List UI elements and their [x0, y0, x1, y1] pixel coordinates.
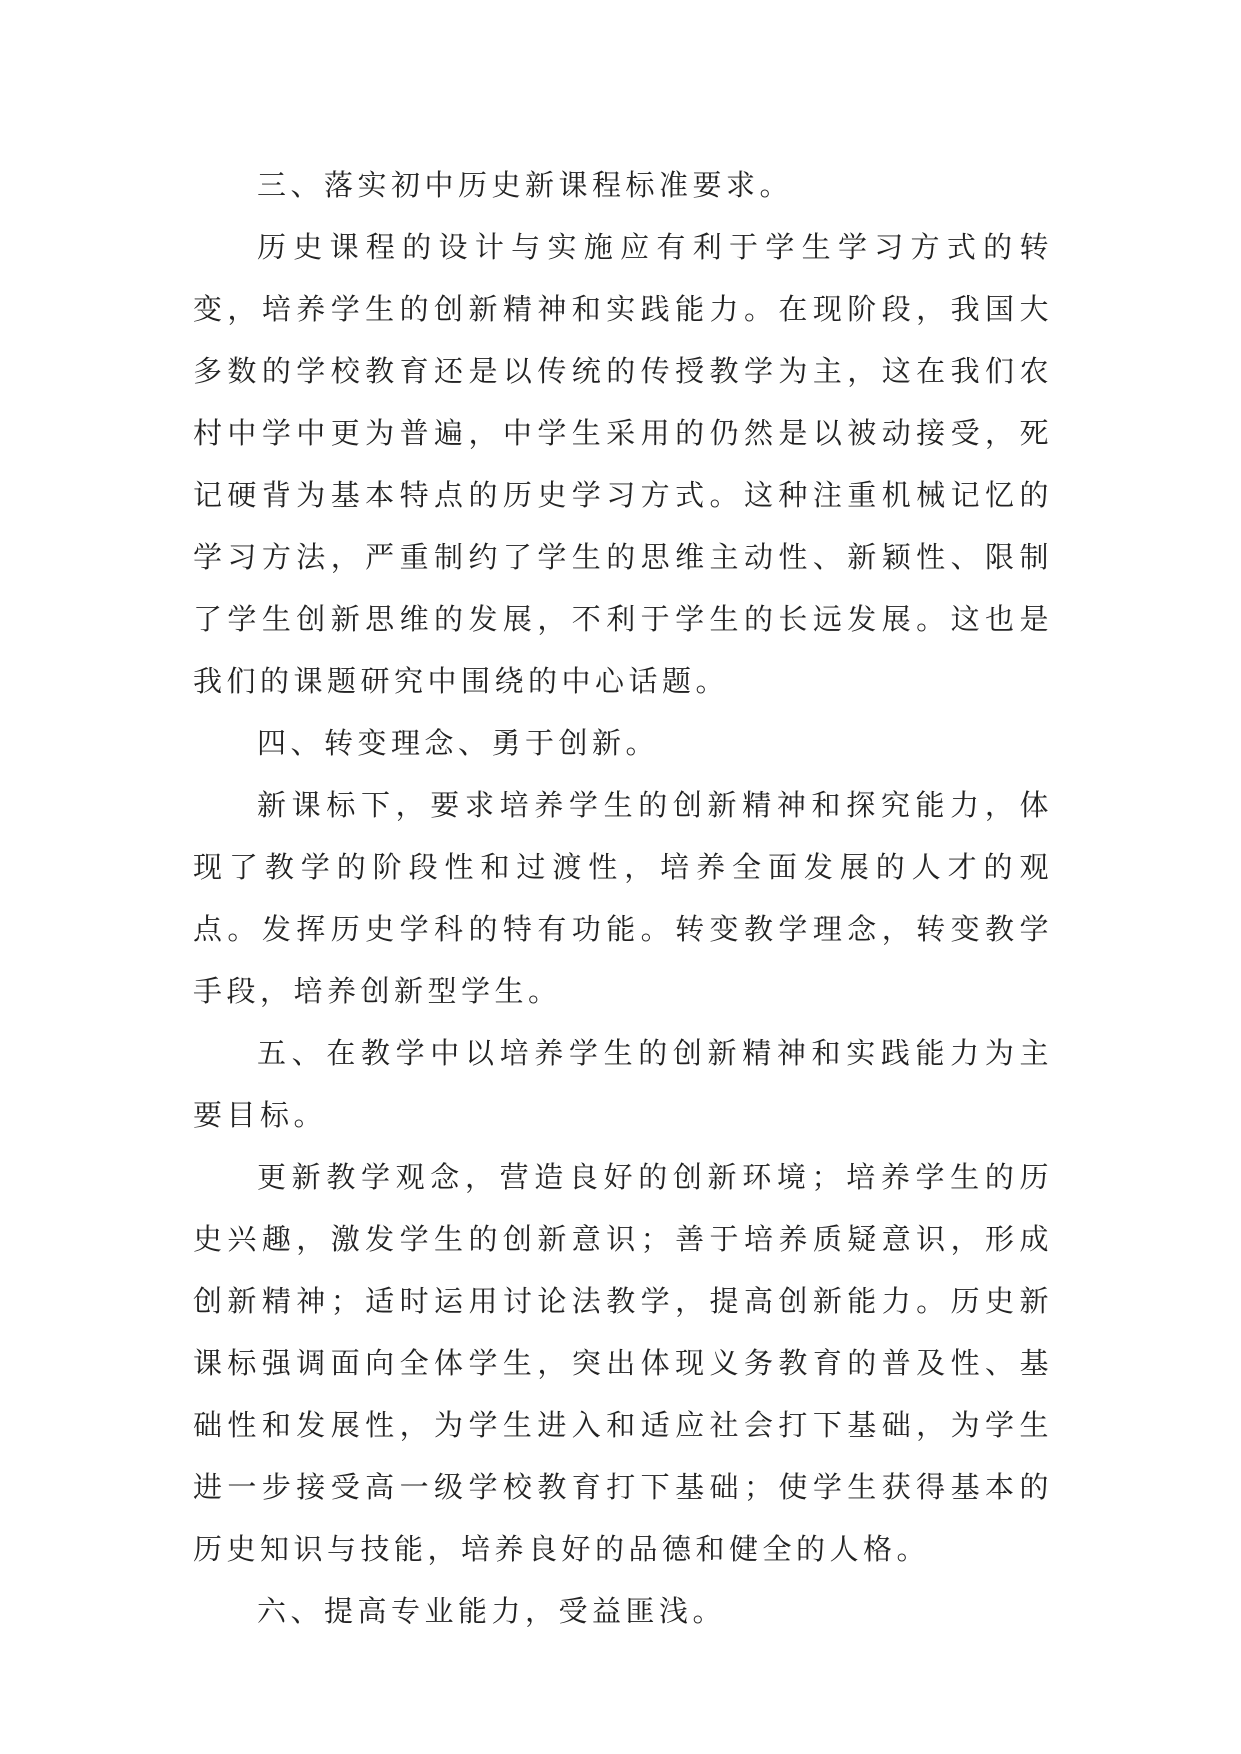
section-heading-six: 六、提高专业能力，受益匪浅。: [257, 1594, 727, 1628]
document-body: [193, 154, 1053, 1642]
body-paragraph: 历史课程的设计与实施应有利于学生学习方式的转变，培养学生的创新精神和实践能力。在现阶段，我国大多数的学校教育还是以传统的传授教学为主，这在我们农村中学中更为普遍，中学生采用的仍然是以被动接受，死记硬背为基本特点的历史学习方式。这种注重机械记忆的学习方法，严重制约了学生的思维主动性、新颖性、限制了学生创新思维的发展，不利于学生的长远发展。这也是我们的课题研究中围绕的中心话题。: [193, 230, 1053, 698]
body-paragraph: 新课标下，要求培养学生的创新精神和探究能力，体现了教学的阶段性和过渡性，培养全面发展的人才的观点。发挥历史学科的特有功能。转变教学理念，转变教学手段，培养创新型学生。: [193, 788, 1053, 1008]
section-heading-five: 五、在教学中以培养学生的创新精神和实践能力为主要目标。: [193, 1036, 1053, 1132]
section-heading-three: 三、落实初中历史新课程标准要求。: [257, 168, 794, 202]
section-heading-four: 四、转变理念、勇于创新。: [257, 726, 660, 760]
body-paragraph: 更新教学观念，营造良好的创新环境；培养学生的历史兴趣，激发学生的创新意识；善于培养质疑意识，形成创新精神；适时运用讨论法教学，提高创新能力。历史新课标强调面向全体学生，突出体现义务教育的普及性、基础性和发展性，为学生进入和适应社会打下基础，为学生进一步接受高一级学校教育打下基础；使学生获得基本的历史知识与技能，培养良好的品德和健全的人格。: [193, 1160, 1053, 1566]
